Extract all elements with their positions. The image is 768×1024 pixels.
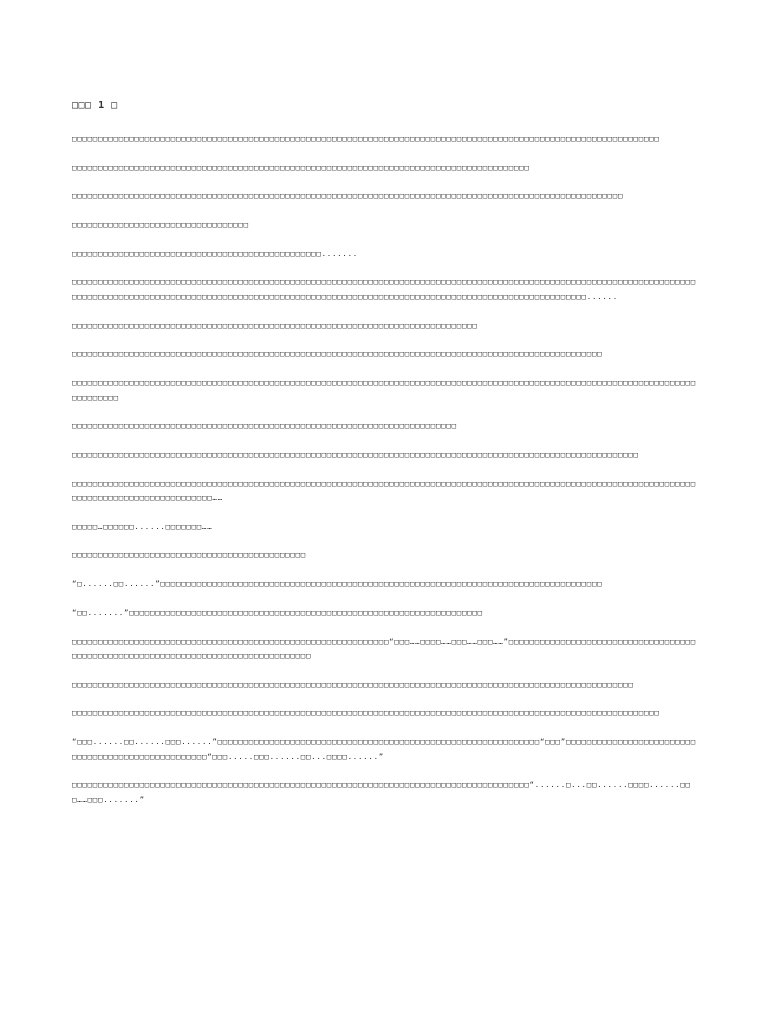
paragraph: □□□□□□□□□□□□□□□□□□□□□□□□□□□□□□□□□□□□□□□□□□□□□□□□□□□□□□□□□□□□□□□□□□□□□□□□□□□□□□□□□□□□□□□□□□□□□□□□□□□□□□□□□□□□□□□□□: [72, 708, 660, 718]
chapter-heading: □□□ 1 □: [72, 100, 118, 111]
paragraph: □□□□□…□□□□□□......□□□□□□□……: [72, 521, 213, 531]
paragraph: □□□□□□□□□□□□□□□□□□□□□□□□□□□□□□□□□□□□□□□□□□□□□□□□□□□□□□□□□□□□□“□□□……□□□□……□□□……□□□……”□□□□□□□□□□□□□□□□□□□□□□□□□□□□□□□□□□□□□□□□□□□□□□□□□□□□□□□□□□□□□□□□□□□□□□□□□□□□□□□□□□: [72, 636, 696, 660]
paragraph: □□□□□□□□□□□□□□□□□□□□□□□□□□□□□□□□□□: [72, 220, 249, 230]
paragraph: □□□□□□□□□□□□□□□□□□□□□□□□□□□□□□□□□□□□□□□□□□□□□□□□□□□□□□□□□□□□□□□□□□□□□□□□□□: [72, 421, 457, 431]
paragraph: □□□□□□□□□□□□□□□□□□□□□□□□□□□□□□□□□□□□□□□□□□□□□□□□□□□□□□□□□□□□□□□□□□□□□□□□□□□□□□□□□□□□□□□□□□□□□□□□□□□□□□□□□□□□□□□□□: [72, 134, 660, 143]
paragraph: □□□□□□□□□□□□□□□□□□□□□□□□□□□□□□□□□□□□□□□□□□□□□□□□□□□□□□□□□□□□□□□□□□□□□□□□□□□□□□□□□□□□□□□□□□□□□□□□□□□□□□□□□□□□□□□□□□□□□□□□□□□□□□□□□□□□□□□□□□□□□□□□□□□□□□□□□□□□□□□□□□□□□□□□□□□□□□□□□□□□□□□□□□□□□□□□□□□□□□□□□□□□□□□□□□□□□□□□□□□......: [72, 277, 696, 301]
paragraph: “□□.......”□□□□□□□□□□□□□□□□□□□□□□□□□□□□□□□□□□□□□□□□□□□□□□□□□□□□□□□□□□□□□□□□□□□□: [72, 607, 483, 617]
paragraph: “□......□□......”□□□□□□□□□□□□□□□□□□□□□□□□□□□□□□□□□□□□□□□□□□□□□□□□□□□□□□□□□□□□□□□□□□□□□□□□□□□□□□□□□□□□□: [72, 579, 603, 589]
paragraph: □□□□□□□□□□□□□□□□□□□□□□□□□□□□□□□□□□□□□□□□□□□□□□□□□□□□□□□□□□□□□□□□□□□□□□□□□□□□□□□□□□□□□□□□□□□□□□□□□□□□□□□□□□□□□□□□□□□□□□□□□□□□□□□□□: [72, 378, 696, 402]
paragraph: □□□□□□□□□□□□□□□□□□□□□□□□□□□□□□□□□□□□□□□□□□□□□□□□□□□□□□□□□□□□□□□□□□□□□□□□□□□□□□□□□□□□□□□□□□□□□□□□□□□□□□□□□□□□□: [72, 449, 639, 459]
paragraph: □□□□□□□□□□□□□□□□□□□□□□□□□□□□□□□□□□□□□□□□□□□□□□□□□□□□□□□□□□□□□□□□□□□□□□□□□□□□□□: [72, 320, 478, 330]
paragraph: □□□□□□□□□□□□□□□□□□□□□□□□□□□□□□□□□□□□□□□□□□□□□□□□□□□□□□□□□□□□□□□□□□□□□□□□□□□□□□□□□□□□□□□□□□□□□□□□□□□□□□: [72, 349, 603, 359]
paragraph: □□□□□□□□□□□□□□□□□□□□□□□□□□□□□□□□□□□□□□□□□□□□□□□□□□□□□□□□□□□□□□□□□□□□□□□□□□□□□□□□□□□□□□□□□□□□□□□□□□□□□□□□□□□□: [72, 679, 634, 689]
paragraph: □□□□□□□□□□□□□□□□□□□□□□□□□□□□□□□□□□□□□□□□□□□□□□□□□□□□□□□□□□□□□□□□□□□□□□□□□□□□□□□□□□□□□□□□: [72, 162, 530, 172]
paragraph: □□□□□□□□□□□□□□□□□□□□□□□□□□□□□□□□□□□□□□□□□□□□□: [72, 550, 306, 560]
paragraph: □□□□□□□□□□□□□□□□□□□□□□□□□□□□□□□□□□□□□□□□□□□□□□□□□□□□□□□□□□□□□□□□□□□□□□□□□□□□□□□□□□□□□□□□“......□...□□......□□□□......□□□……□□□.......”: [72, 780, 691, 804]
paragraph: □□□□□□□□□□□□□□□□□□□□□□□□□□□□□□□□□□□□□□□□□□□□□□□□□□□□□□□□□□□□□□□□□□□□□□□□□□□□□□□□□□□□□□□□□□□□□□□□□□□□□□□□□□□□□□□□□□□□□□□□□□□□□□□□□□□□□□□□□□□□□□□□□□□……: [72, 478, 696, 503]
document-body: [72, 132, 700, 807]
paragraph: “□□□......□□......□□□......”□□□□□□□□□□□□□□□□□□□□□□□□□□□□□□□□□□□□□□□□□□□□□□□□□□□□□□□□□□□□□□“□□□”□□□□□□□□□□□□□□□□□□□□□□□□□□□□□□□□□□□□□□□□□□□□□□□□□□□“□□□.....□□□......□□...□□□□......”: [72, 737, 696, 761]
paragraph: □□□□□□□□□□□□□□□□□□□□□□□□□□□□□□□□□□□□□□□□□□□□□□□□□□□□□□□□□□□□□□□□□□□□□□□□□□□□□□□□□□□□□□□□□□□□□□□□□□□□□□□□□□: [72, 191, 624, 201]
document-page: [72, 99, 700, 821]
paragraph: □□□□□□□□□□□□□□□□□□□□□□□□□□□□□□□□□□□□□□□□□□□□□□□□.......: [72, 248, 358, 258]
